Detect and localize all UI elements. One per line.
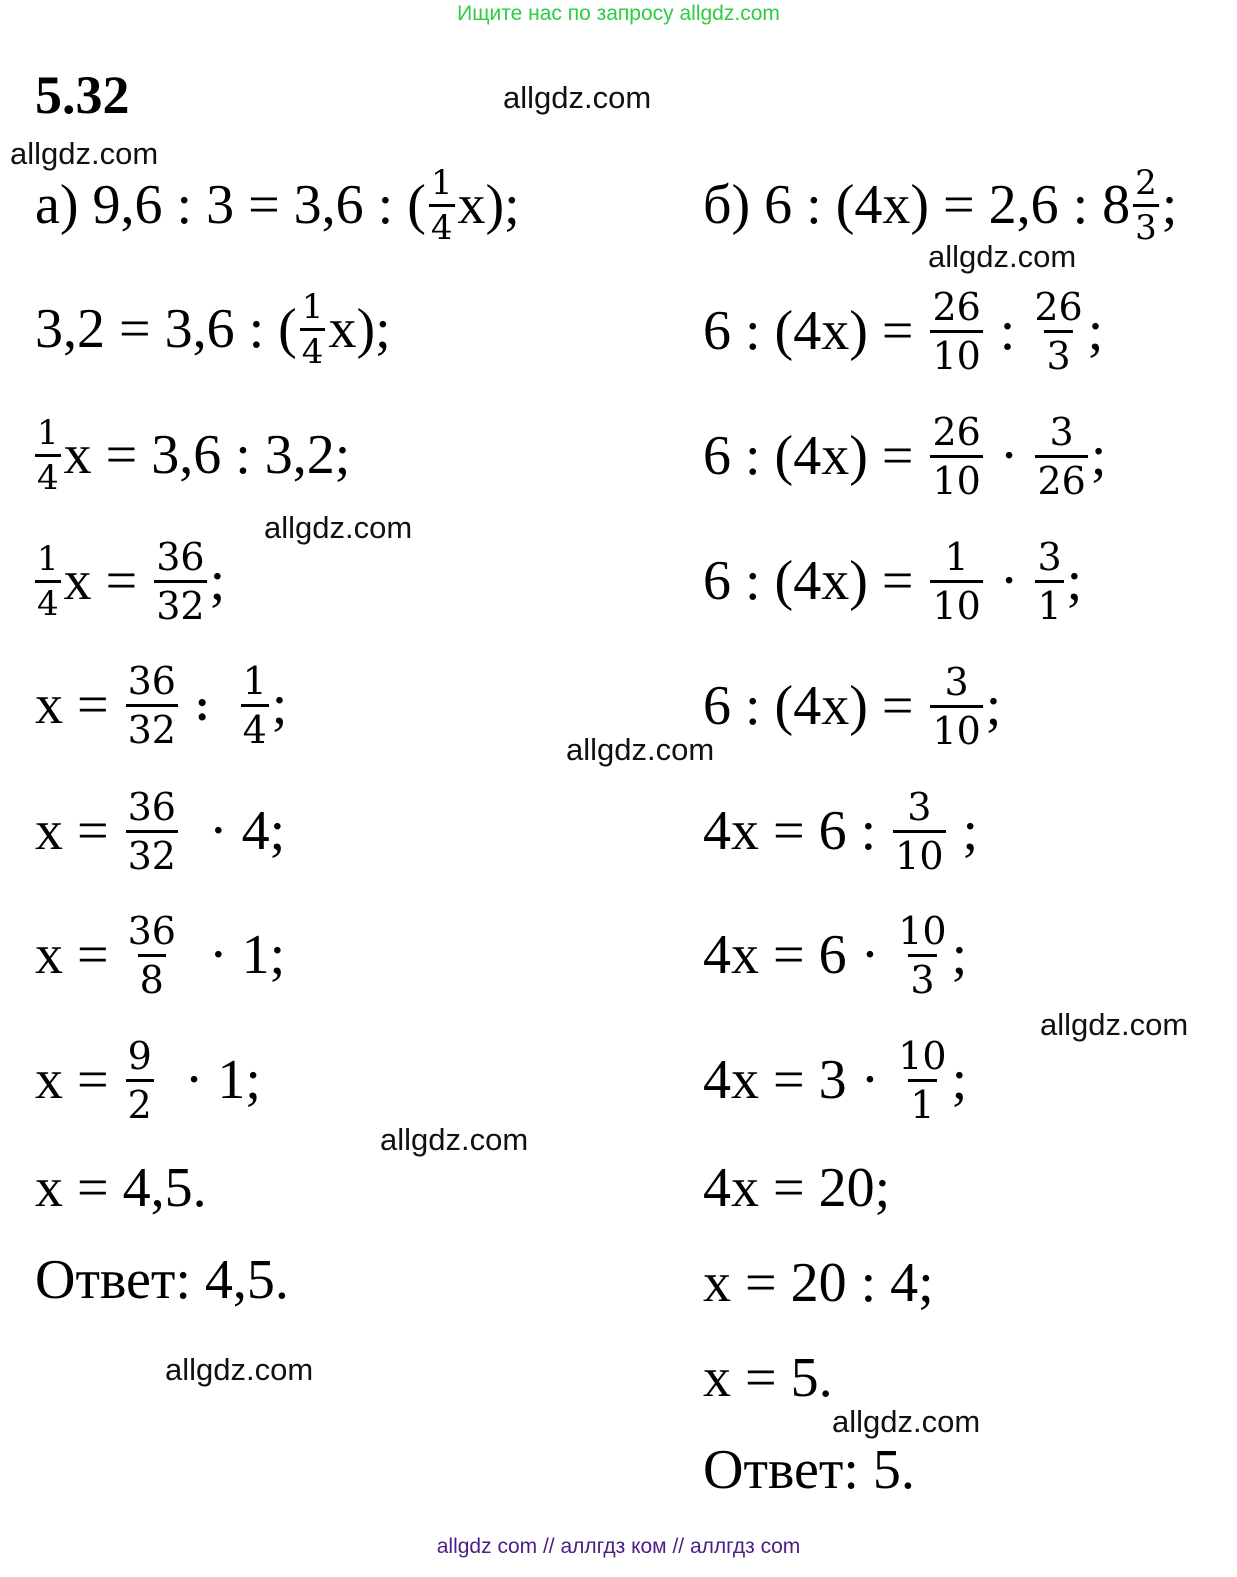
solution-b-line-6: 4x = 6 : $\frac{3}{10}$ ; (703, 784, 979, 878)
watermark: allgdz.com (928, 239, 1077, 274)
solution-a-line-8: x = $\frac{9}{2}$ · 1; (35, 1033, 261, 1127)
fraction: $\frac{2}{3}$ (1135, 162, 1157, 248)
watermark: allgdz.com (1040, 1007, 1189, 1042)
solution-b-line-3: 6 : (4x) = $\frac{26}{10}$ · $\frac{3}{26}$ ; (703, 409, 1107, 503)
fraction: $\frac{10}{3}$ (898, 908, 947, 1002)
solution-a-line-3: $\frac{1}{4}$ x = 3,6 : 3,2; (37, 412, 351, 498)
fraction: $\frac{1}{4}$ (430, 162, 453, 248)
watermark: allgdz.com (832, 1404, 981, 1439)
problem-number: 5.32 (35, 65, 130, 125)
solution-b-line-4: 6 : (4x) = $\frac{1}{10}$ · $\frac{3}{1}$ ; (703, 534, 1083, 628)
fraction: $\frac{10}{1}$ (898, 1033, 947, 1127)
answer-a: Ответ: 4,5. (35, 1249, 289, 1311)
fraction: $\frac{1}{10}$ (932, 534, 981, 628)
watermark: allgdz.com (264, 510, 413, 545)
fraction: $\frac{26}{10}$ (932, 409, 981, 503)
solution-b-line-2: 6 : (4x) = $\frac{26}{10}$ : $\frac{26}{3}$ ; (703, 284, 1104, 378)
fraction: $\frac{26}{3}$ (1034, 284, 1083, 378)
fraction: $\frac{26}{10}$ (932, 284, 981, 378)
solution-a-line-5: x = $\frac{36}{32}$ : $\frac{1}{4}$ ; (35, 658, 288, 752)
site-banner[interactable]: Ищите нас по запросу allgdz.com (457, 2, 780, 25)
fraction: $\frac{1}{4}$ (37, 412, 59, 498)
fraction: $\frac{36}{32}$ (127, 658, 176, 752)
fraction: $\frac{36}{8}$ (127, 908, 176, 1002)
watermark: allgdz.com (380, 1122, 529, 1157)
watermark: allgdz.com (503, 80, 652, 115)
fraction: $\frac{3}{10}$ (932, 659, 981, 753)
solution-b-line-8: 4x = 3 · $\frac{10}{1}$ ; (703, 1033, 968, 1127)
watermark: allgdz.com (10, 136, 159, 171)
solution-b-line-11: x = 5. (703, 1347, 833, 1409)
fraction: $\frac{36}{32}$ (127, 784, 176, 878)
watermark: allgdz.com (165, 1352, 314, 1387)
footer-links[interactable]: allgdz com // аллгдз ком // аллгдз com (436, 1535, 801, 1558)
solution-a-line-6: x = $\frac{36}{32}$ · 4; (35, 784, 286, 878)
fraction: $\frac{9}{2}$ (127, 1033, 152, 1127)
watermark: allgdz.com (566, 732, 715, 767)
fraction: $\frac{1}{4}$ (37, 538, 59, 624)
solution-b-line-9: 4x = 20; (703, 1157, 891, 1219)
solution-b-line-5: 6 : (4x) = $\frac{3}{10}$ ; (703, 659, 1002, 753)
solution-a-line-4: $\frac{1}{4}$ x = $\frac{36}{32}$ ; (37, 534, 226, 628)
fraction: $\frac{3}{26}$ (1037, 409, 1086, 503)
solution-b-line-10: x = 20 : 4; (703, 1252, 934, 1314)
fraction: $\frac{1}{4}$ (242, 658, 267, 752)
fraction: $\frac{3}{10}$ (895, 784, 944, 878)
answer-b: Ответ: 5. (703, 1439, 915, 1501)
fraction: $\frac{1}{4}$ (301, 286, 324, 372)
solution-a-line-9: x = 4,5. (35, 1157, 207, 1219)
solution-a-line-2: 3,2 = 3,6 : ( $\frac{1}{4}$ x); (35, 286, 391, 372)
solution-a-line-1: а) 9,6 : 3 = 3,6 : ( $\frac{1}{4}$ x); (35, 162, 520, 248)
solution-b-line-1: б) 6 : (4x) = 2,6 : 8 $\frac{2}{3}$ ; (703, 162, 1178, 248)
solution-a-line-7: x = $\frac{36}{8}$ · 1; (35, 908, 286, 1002)
fraction: $\frac{36}{32}$ (156, 534, 205, 628)
solution-b-line-7: 4x = 6 · $\frac{10}{3}$ ; (703, 908, 968, 1002)
fraction: $\frac{3}{1}$ (1037, 534, 1062, 628)
